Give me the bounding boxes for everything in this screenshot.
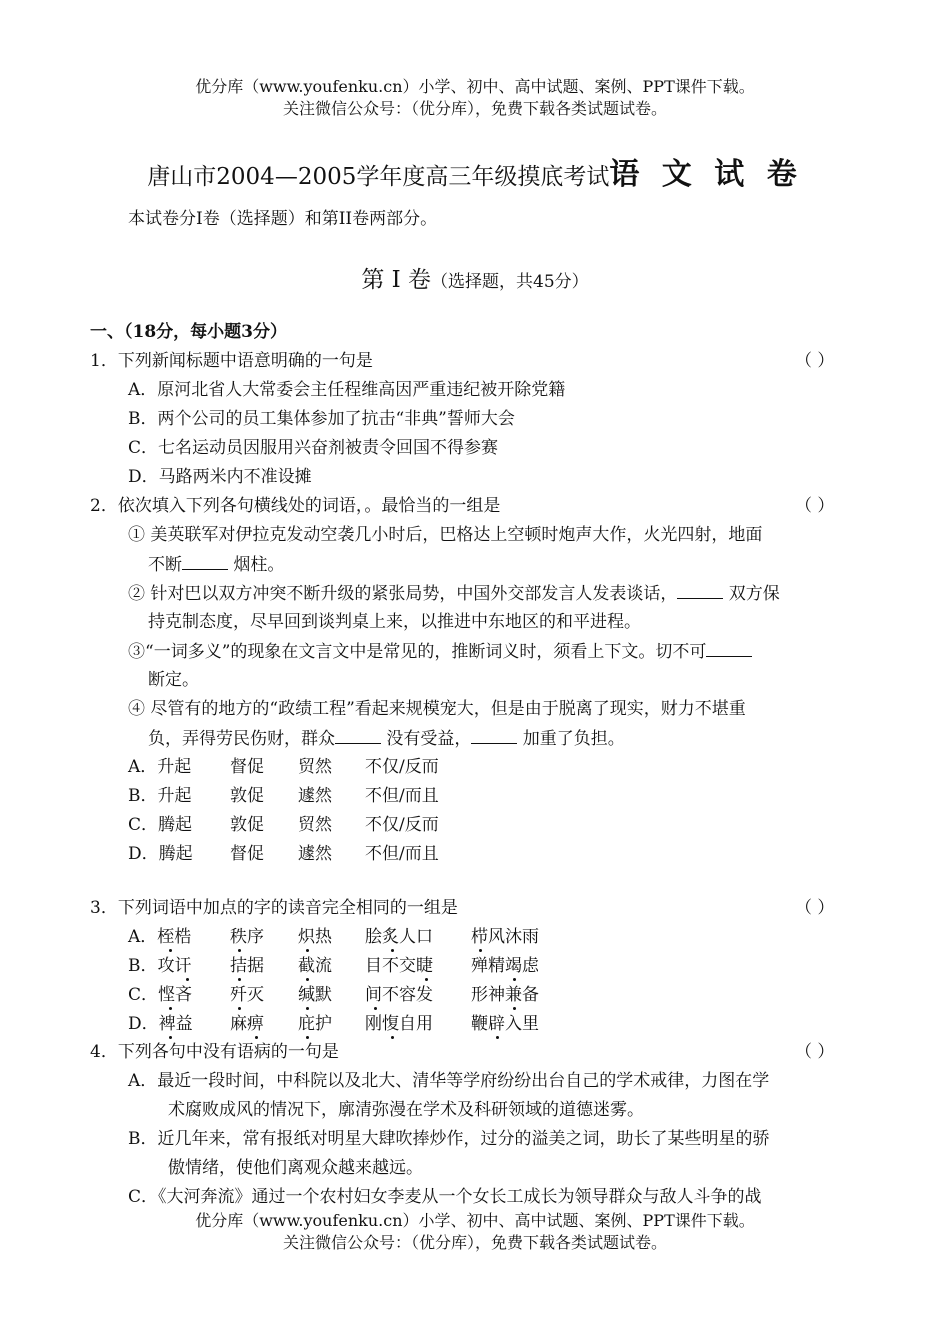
emphasis-dot <box>513 978 516 981</box>
emphasis-dot <box>391 949 394 952</box>
emphasis-dot <box>255 1036 258 1039</box>
q2-options <box>128 756 628 872</box>
emphasis-dot <box>169 949 172 952</box>
q4-answer-paren: （ ） <box>795 1042 835 1062</box>
q3-opt-c-3: 缄默 <box>298 985 332 1005</box>
q3-opt-c-5: 形神兼备 <box>471 985 539 1005</box>
q2-s2-text: ② 针对巴以双方冲突不断升级的紧张局势，中国外交部发言人发表谈话， <box>128 584 678 604</box>
q3-opt-c-2: 歼灭 <box>230 985 264 1005</box>
emphasis-dot <box>306 1036 309 1039</box>
q1-answer-paren: （ ） <box>795 351 835 371</box>
q2-s2-text-end: 双方保 <box>723 584 780 604</box>
q2-sentence-2 <box>128 582 780 605</box>
q2-s4-text-end: 加重了负担。 <box>517 729 625 749</box>
emphasis-dot <box>306 978 309 981</box>
emphasis-dot <box>238 1007 241 1010</box>
exam-intro: 本试卷分I卷（选择题）和第II卷两部分。 <box>128 209 438 229</box>
q2-sentence-3-cont: 断定。 <box>148 670 199 690</box>
site-header-line-1: 优分库（www.youfenku.cn）小学、初中、高中试题、案例、PPT课件下载。 <box>195 77 755 96</box>
q2-s1-text-end: 烟柱。 <box>228 555 285 575</box>
q2-answer-paren: （ ） <box>795 496 835 516</box>
q4-option-a-cont: 术腐败成风的情况下，廓清弥漫在学术及科研领域的道德迷雾。 <box>168 1100 644 1120</box>
q3-opt-b-5: 殚精竭虑 <box>471 956 539 976</box>
q3-opt-a-1: A．桎梏 <box>128 927 192 947</box>
q2-sentence-1-cont <box>148 553 284 576</box>
emphasis-dot <box>306 949 309 952</box>
emphasis-dot <box>513 1007 516 1010</box>
site-footer-line-2: 关注微信公众号：（优分库），免费下载各类试题试卷。 <box>282 1233 667 1252</box>
q2-s4-text-mid: 没有受益， <box>381 729 472 749</box>
emphasis-dot <box>391 1036 394 1039</box>
emphasis-dot <box>496 1036 499 1039</box>
emphasis-dot <box>479 949 482 952</box>
q2-opt-c-4: 不仅/反而 <box>365 815 439 835</box>
q3-options <box>128 926 628 1042</box>
q1-option-a: A．原河北省人大常委会主任程维高因严重违纪被开除党籍 <box>128 380 566 400</box>
q2-opt-d-2: 督促 <box>230 844 264 864</box>
q2-opt-b-4: 不但/而且 <box>365 786 439 806</box>
q3-opt-a-5: 栉风沐雨 <box>471 927 539 947</box>
q4-option-b: B．近几年来，常有报纸对明星大肆吹捧炒作，过分的溢美之词，助长了某些明星的骄 <box>128 1129 770 1149</box>
q1-option-b: B．两个公司的员工集体参加了抗击“非典”誓师大会 <box>128 409 515 429</box>
q2-opt-c-2: 敦促 <box>230 815 264 835</box>
q2-s1-text: 不断 <box>148 555 182 575</box>
q3-opt-d-3: 庇护 <box>298 1014 332 1034</box>
q2-sentence-3 <box>128 640 752 663</box>
q3-opt-a-3: 炽热 <box>298 927 332 947</box>
fill-blank <box>471 727 517 744</box>
emphasis-dot <box>238 978 241 981</box>
emphasis-dot <box>425 978 428 981</box>
q2-opt-b-2: 敦促 <box>230 786 264 806</box>
q2-sentence-4-cont <box>148 727 625 750</box>
q2-opt-a-1: A．升起 <box>128 757 192 777</box>
section-heading: 一、（18分，每小题3分） <box>90 322 287 342</box>
q2-opt-d-4: 不但/而且 <box>365 844 439 864</box>
q2-opt-c-3: 贸然 <box>298 815 332 835</box>
q2-s4-text: 负，弄得劳民伤财，群众 <box>148 729 335 749</box>
q2-opt-a-3: 贸然 <box>298 757 332 777</box>
fill-blank <box>706 640 752 657</box>
q3-opt-b-3: 截流 <box>298 956 332 976</box>
q2-opt-d-3: 遽然 <box>298 844 332 864</box>
q3-opt-d-1: D．裨益 <box>128 1014 193 1034</box>
q1-option-c: C．七名运动员因服用兴奋剂被责令回国不得参赛 <box>128 438 499 458</box>
q2-sentence-1: ① 美英联军对伊拉克发动空袭几小时后，巴格达上空顿时炮声大作，火光四射，地面 <box>128 525 763 545</box>
emphasis-dot <box>306 1007 309 1010</box>
q2-s3-text: ③“一词多义”的现象在文言文中是常见的，推断词义时，须看上下文。切不可 <box>128 642 707 662</box>
q1-option-d: D．马路两米内不准设摊 <box>128 467 312 487</box>
emphasis-dot <box>169 1007 172 1010</box>
q2-opt-a-2: 督促 <box>230 757 264 777</box>
fill-blank <box>677 582 723 599</box>
site-footer-line-1: 优分库（www.youfenku.cn）小学、初中、高中试题、案例、PPT课件下载。 <box>195 1211 755 1230</box>
q4-stem: 4．下列各句中没有语病的一句是 <box>90 1042 339 1062</box>
q3-stem: 3．下列词语中加点的字的读音完全相同的一组是 <box>90 898 458 918</box>
exam-title-subject: 语 文 试 卷 <box>609 157 803 192</box>
q4-option-b-cont: 傲情绪，使他们离观众越来越远。 <box>168 1158 423 1178</box>
q2-opt-a-4: 不仅/反而 <box>365 757 439 777</box>
q3-opt-a-4: 脍炙人口 <box>365 927 433 947</box>
volume-heading <box>0 265 950 297</box>
q3-opt-b-2: 拮据 <box>230 956 264 976</box>
q3-opt-c-1: C．悭吝 <box>128 985 193 1005</box>
q3-opt-d-5: 鞭辟入里 <box>471 1014 539 1034</box>
volume-note: （选择题，共45分） <box>431 272 589 292</box>
exam-title <box>0 158 950 194</box>
q2-sentence-2-cont: 持克制态度，尽早回到谈判桌上来，以推进中东地区的和平进程。 <box>148 612 641 632</box>
exam-title-main: 唐山市2004—2005学年度高三年级摸底考试 <box>147 164 610 190</box>
q4-option-a: A．最近一段时间，中科院以及北大、清华等学府纷纷出台自己的学术戒律，力图在学 <box>128 1071 770 1091</box>
site-header-line-2: 关注微信公众号：（优分库），免费下载各类试题试卷。 <box>282 99 667 118</box>
q3-opt-b-1: B．攻讦 <box>128 956 192 976</box>
fill-blank <box>182 553 228 570</box>
emphasis-dot <box>186 978 189 981</box>
q3-opt-d-2: 麻痹 <box>230 1014 264 1034</box>
emphasis-dot <box>238 949 241 952</box>
q2-opt-d-1: D．腾起 <box>128 844 193 864</box>
q2-sentence-4: ④ 尽管有的地方的“政绩工程”看起来规模宠大，但是由于脱离了现实，财力不堪重 <box>128 699 746 719</box>
q2-opt-c-1: C．腾起 <box>128 815 193 835</box>
q4-option-c: C．《大河奔流》通过一个农村妇女李麦从一个女长工成长为领导群众与敌人斗争的战 <box>128 1187 762 1207</box>
fill-blank <box>335 727 381 744</box>
q3-opt-a-2: 秩序 <box>230 927 264 947</box>
q2-opt-b-1: B．升起 <box>128 786 192 806</box>
q2-opt-b-3: 遽然 <box>298 786 332 806</box>
q2-stem: 2．依次填入下列各句横线处的词语，。最恰当的一组是 <box>90 496 501 516</box>
emphasis-dot <box>169 1036 172 1039</box>
q1-stem: 1．下列新闻标题中语意明确的一句是 <box>90 351 373 371</box>
volume-label: 第 I 卷 <box>361 267 432 293</box>
q3-opt-b-4: 目不交睫 <box>365 956 433 976</box>
q3-answer-paren: （ ） <box>795 898 835 918</box>
q3-opt-d-4: 刚愎自用 <box>365 1014 433 1034</box>
emphasis-dot <box>374 1007 377 1010</box>
q3-opt-c-4: 间不容发 <box>365 985 433 1005</box>
